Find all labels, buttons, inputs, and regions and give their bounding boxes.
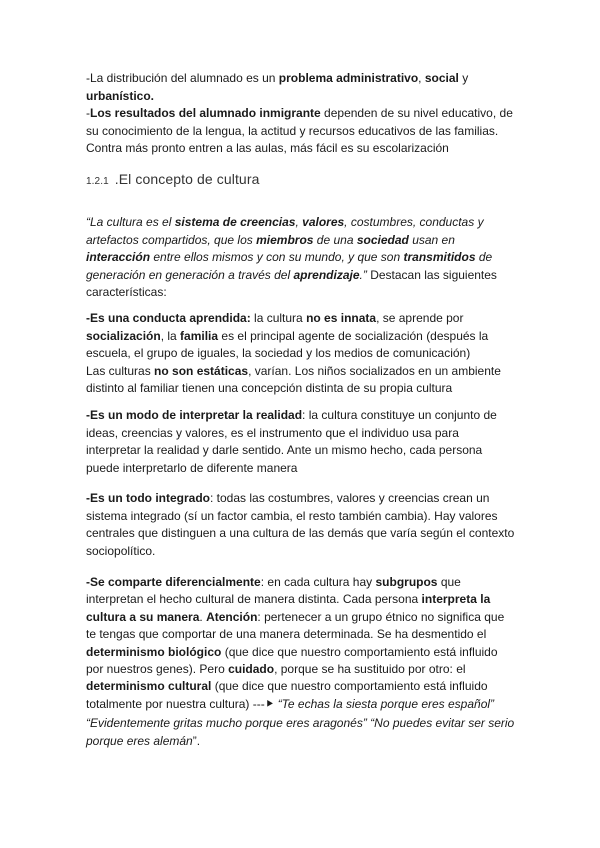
bold-text: -Se comparte diferencialmente (86, 575, 261, 589)
bold-text: no son estáticas (154, 363, 249, 378)
characteristic-paragraph (86, 490, 516, 560)
closing-quotes (86, 715, 516, 750)
text-run: (que dice que nuestro comportamiento está influido totalmente por nuestra cultura) --- (86, 679, 488, 711)
text-run: Destacan las siguientes características: (86, 267, 497, 300)
closing-block (86, 715, 516, 750)
text-run: (que dice que nuestro comportamiento está influido por nuestros genes). Pero (86, 644, 498, 677)
section-number: 1.2.1 (86, 176, 109, 187)
bold-text: subgrupos (375, 575, 438, 589)
bold-text: -Es una conducta aprendida: (86, 311, 251, 325)
text-run: : la cultura constituye un conjunto de ideas, creencias y valores, es el instrumento que el individuo usa para interpretar la realidad y darle sentido. Ante un mismo hecho, cada persona puede interpretarlo de diferente manera (86, 408, 497, 475)
text-run: , varían. Los niños socializados en un ambiente distinto al familiar tienen una concepción distinta de su propia cultura (86, 363, 501, 396)
bold-text: urbanístico. (86, 88, 155, 103)
text-run: -La distribución del alumnado es un (86, 71, 279, 85)
text-run: dependen de su nivel educativo, de su conocimiento de la lengua, la actitud y recursos educativos de las familias. Contra más pronto entren a las aulas, más fácil es su escolarización (86, 106, 513, 156)
text-run: , (418, 71, 425, 85)
text-run: : pertenecer a un grupo étnico no significa que te tengas que comportar de una manera determinada. Se ha desmentido el (86, 609, 505, 642)
bold-text: interacción (86, 250, 151, 265)
text-run: la cultura (250, 311, 307, 325)
bold-text: socialización (86, 328, 161, 343)
characteristic-interpret (86, 407, 516, 477)
italic-text: de una (313, 232, 357, 247)
bold-text: aprendizaje (293, 267, 360, 282)
bold-text: problema administrativo (278, 71, 419, 85)
intro-block (86, 70, 516, 158)
characteristic-shared (86, 574, 516, 713)
text-run: ”. (192, 733, 201, 748)
intro-results-paragraph (86, 105, 516, 158)
text-run: que interpretan el hecho cultural de manera distinta. Cada persona (86, 575, 461, 607)
bold-text: interpreta la cultura a su manera (86, 592, 491, 624)
bold-text: miembros (256, 232, 314, 247)
italic-text: , costumbres, conductas y artefactos compartidos, que los (86, 215, 484, 247)
characteristic-learned (86, 310, 516, 398)
italic-text: de generación en generación a través del (86, 250, 493, 282)
text-run: . (199, 609, 207, 624)
text-run: Las culturas (86, 363, 155, 378)
bold-text: Los resultados del alumnado inmigrante (90, 106, 321, 121)
italic-text: “Evidentemente gritas mucho porque eres aragonés” “No puedes evitar ser serio porque eres alemán (86, 716, 515, 748)
italic-text: entre ellos mismos y con su mundo, y que son (150, 250, 404, 265)
characteristic-paragraph (86, 407, 516, 477)
italic-text: usan en (408, 232, 455, 247)
definition-block (86, 214, 516, 302)
text-run: , la (160, 328, 181, 343)
italic-text: , (295, 215, 303, 229)
bold-text: transmitidos (403, 250, 476, 265)
italic-text: “La cultura es el (86, 215, 175, 229)
text-run: , se aprende por (376, 311, 464, 325)
italic-text: “Te echas la siesta porque eres español” (277, 696, 495, 711)
bold-text: Atención (206, 609, 258, 624)
intro-distribution-paragraph (86, 70, 516, 105)
section-heading (86, 171, 259, 187)
definition-paragraph (86, 214, 516, 302)
bold-text: sociedad (356, 232, 409, 247)
text-run: es el principal agente de socialización (después la escuela, el grupo de iguales, la sociedad y los medios de comunicación) (86, 328, 489, 361)
bold-text: no es innata (306, 311, 377, 325)
text-run: , porque se ha sustituido por otro: el (274, 662, 466, 677)
arrow-icon: ⯈ (264, 696, 278, 711)
section-title: .El concepto de cultura (114, 171, 260, 187)
text-run: : todas las costumbres, valores y creencias crean un sistema integrado (sí un factor cambia, el resto también cambia). Hay valores centrales que distinguen a una cultura de las demás que varía según el contexto sociopolítico. (86, 491, 515, 558)
bold-text: familia (180, 328, 219, 343)
text-run: - (86, 106, 90, 121)
bold-text: valores (302, 215, 345, 229)
bold-text: social (424, 71, 459, 85)
bold-text: sistema de creencias (174, 215, 296, 229)
bold-text: determinismo biológico (86, 644, 222, 659)
characteristic-integrated (86, 490, 516, 560)
bold-text: -Es un modo de interpretar la realidad (86, 408, 303, 422)
text-run: y (458, 71, 469, 85)
characteristic-paragraph (86, 574, 516, 713)
characteristic-paragraph (86, 310, 516, 398)
bold-text: cuidado (228, 662, 275, 677)
text-run: : en cada cultura hay (260, 575, 376, 589)
bold-text: determinismo cultural (86, 679, 212, 694)
bold-text: -Es un todo integrado (86, 491, 210, 505)
italic-text: .” (359, 267, 367, 282)
